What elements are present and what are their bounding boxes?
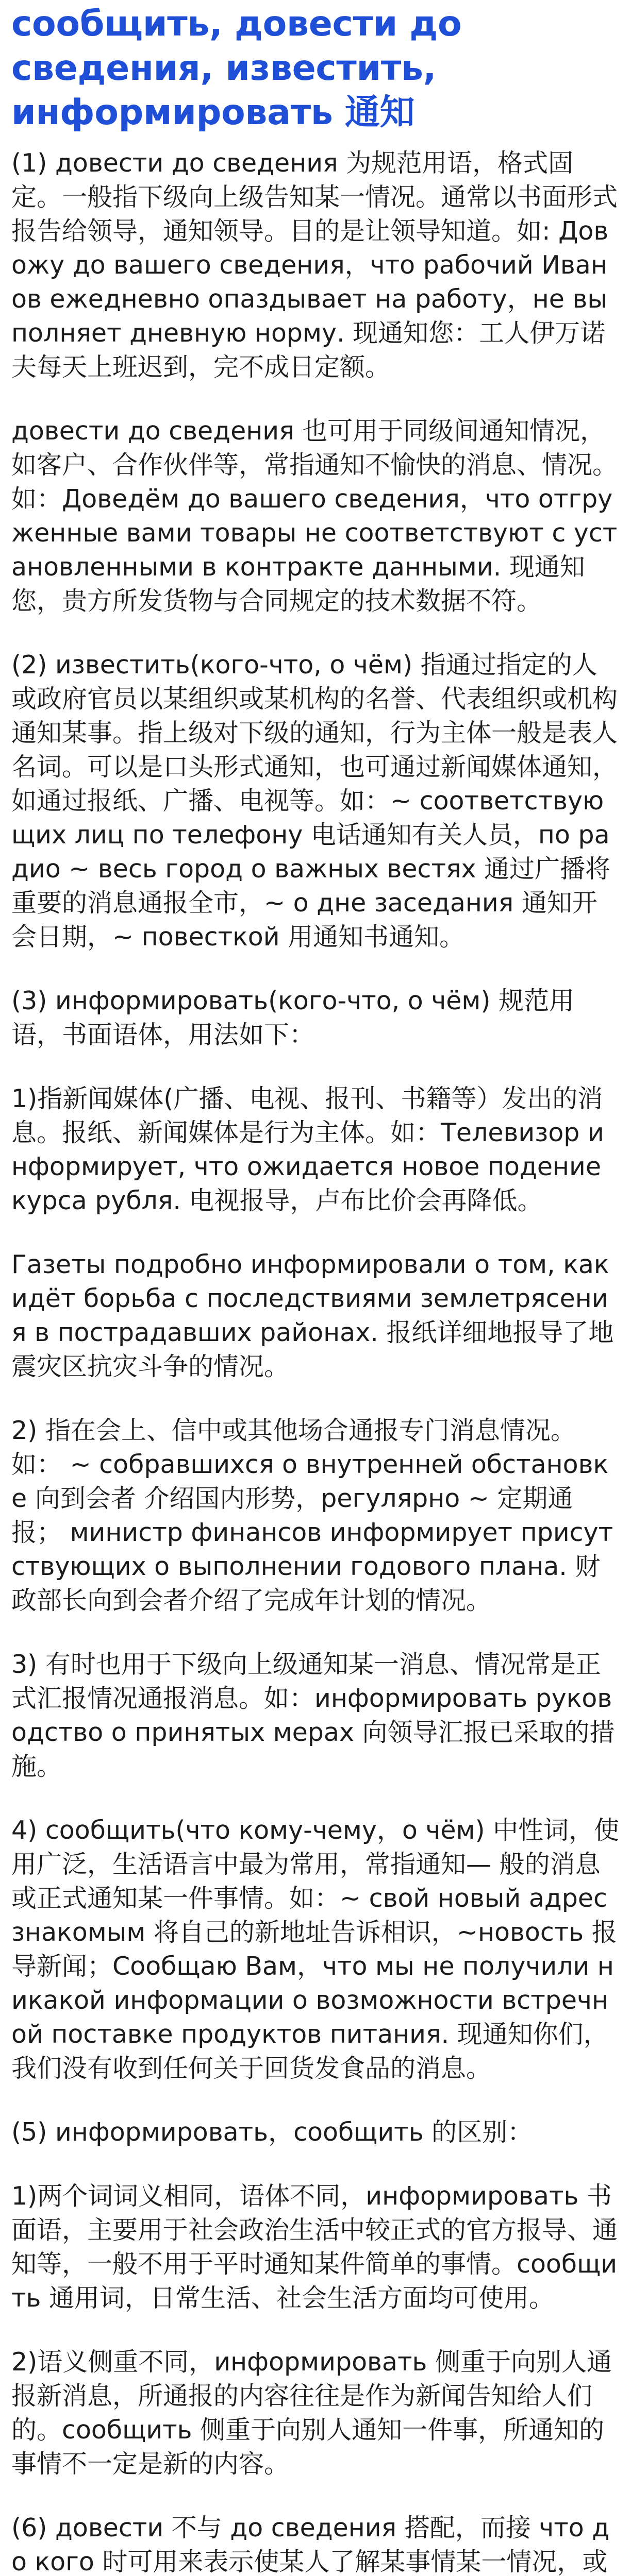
- paragraph-10: (5) информировать，сообщить 的区别：: [11, 2117, 533, 2147]
- paragraph-5: 1)指新闻媒体(广播、电视、报刊、书籍等）发出的消息。报纸、新闻媒体是行为主体。如：Телевизор информирует, что ожидается новое подение курса рубля. 电视报导，卢布比价会再降低。: [11, 1084, 604, 1215]
- paragraph-9: 4) сообщить(что кому-чему，о чём) 中性词，使用广泛，生活语言中最为常用，常指通知— 般的消息或正式通知某一件事情。如：~ свой новый адрес знакомым 将自己的新地址告诉相识，~новость 报导新闻；Сообщаю Вам，что мы не получили никакой информации о возможности встречной поставке продуктов питания. 现通知你们，我们没有收到任何关于回货发食品的消息。: [11, 1816, 620, 2083]
- paragraph-6: Газеты подробно информировали о том, как идёт борьба с последствиями землетрясения в пострадавших районах. 报纸详细地报导了地震灾区抗灾斗争的情况。: [11, 1250, 614, 1381]
- paragraph-4: (3) информировать(кого-что, о чём) 规范用语，书面语体，用法如下：: [11, 986, 575, 1049]
- paragraph-13: (6) довести 不与 до сведения 搭配，而接 что до кого 时可用来表示使某人了解某事情某一情况，或: [11, 2513, 610, 2576]
- paragraph-1: (1) довести до сведения 为规范用语，格式固定。一般指下级向上级告知某一情况。通常以书面形式报告给领导，通知领导。目的是让领导知道。如: Довожу до вашего сведения，что рабочий Иванов ежедневно опаздывает на работу，не выполняет дневную норму. 现通知您：工人伊万诺夫每天上班迟到，完不成日定额。: [11, 148, 618, 382]
- paragraph-7: 2) 指在会上、信中或其他场合通报专门消息情况。如： ~ собравшихся о внутренней обстановке 向到会者 介绍国内形势，регулярно ~ 定期通报； министр финансов информирует присутствующих о выполнении годового плана. 财政部长向到会者介绍了完成年计划的情况。: [11, 1416, 613, 1615]
- paragraph-3: (2) известить(кого-что, о чём) 指通过指定的人或政府官员以某组织或某机构的名誉、代表组织或机构通知某事。指上级对下级的通知，行为主体一般是表人名词。可以是口头形式通知，也可通过新闻媒体通知，如通过报纸、广播、电视等。如：~ соответствующих лиц по телефону 电话通知有关人员，по радио ~ весь город о важных вестях 通过广播将重要的消息通报全市，~ о дне заседания 通知开会日期，~ повесткой 用通知书通知。: [11, 650, 618, 952]
- paragraph-8: 3) 有时也用于下级向上级通知某一消息、情况常是正式汇报情况通报消息。如：информировать руководство о принятых мерах 向领导汇报已采取的措施。: [11, 1650, 615, 1781]
- paragraph-2: довести до сведения 也可用于同级间通知情况，如客户、合作伙伴等，常指通知不愉快的消息、情况。如：Доведём до вашего сведения，что отгруженные вами товары не соответствуют с установленными в контракте данными. 现通知您，贵方所发货物与合同规定的技术数据不符。: [11, 416, 618, 616]
- paragraph-11: 1)两个词词义相同，语体不同，информировать 书面语，主要用于社会政治生活中较正式的官方报导、通知等，一般不用于平时通知某件简单的事情。сообщить 通用词，日常生活、社会生活方面均可使用。: [11, 2181, 618, 2313]
- article-title: сообщить, довести до сведения, известить, информировать 通知: [11, 4, 462, 133]
- article-body: [11, 146, 620, 2576]
- paragraph-12: 2)语义侧重不同，информировать 侧重于向别人通报新消息，所通报的内容往往是作为新闻告知给人们的。сообщить 侧重于向别人通知一件事，所通知的事情不一定是新的内容。: [11, 2347, 612, 2479]
